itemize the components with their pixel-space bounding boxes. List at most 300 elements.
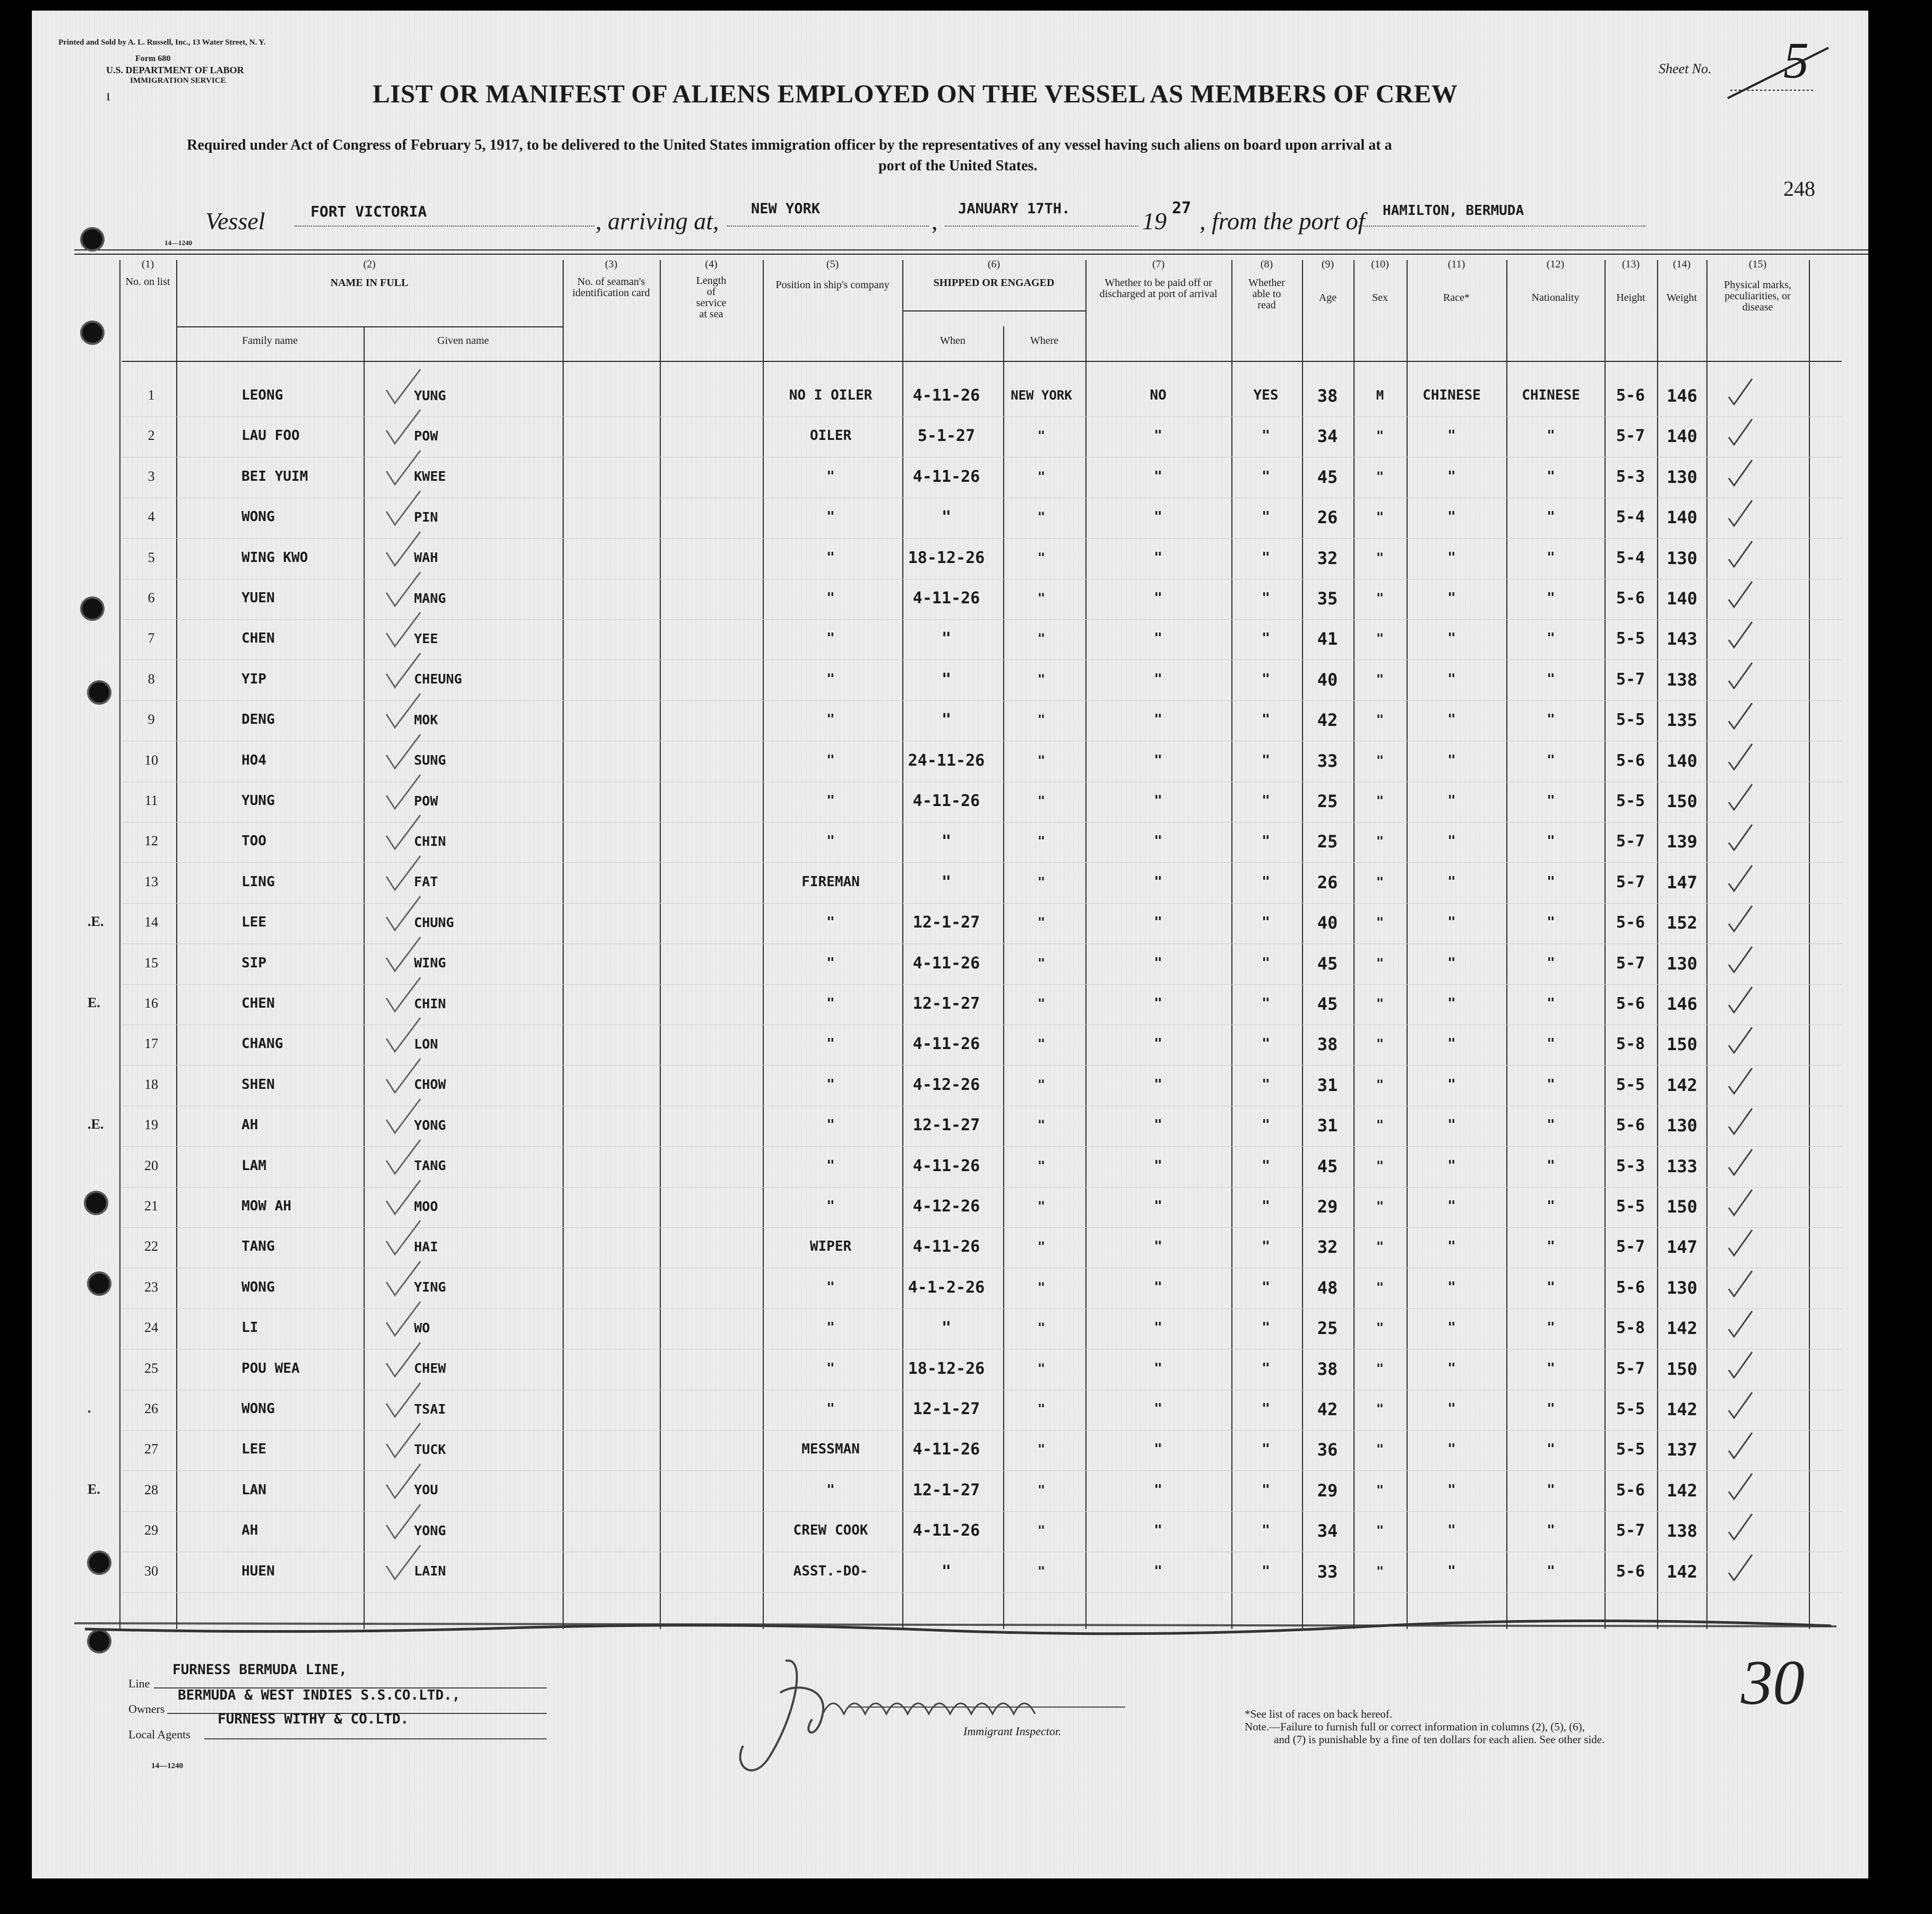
- able-to-read: ": [1262, 1279, 1270, 1295]
- check-mark-icon: [1722, 1020, 1765, 1062]
- age: 38: [1317, 386, 1338, 406]
- check-mark-icon: [1722, 1547, 1765, 1590]
- family-name: YUNG: [242, 793, 275, 809]
- race: ": [1447, 1117, 1456, 1133]
- height: 5-7: [1616, 427, 1645, 446]
- shipped-where: ": [1037, 428, 1046, 444]
- sex: ": [1376, 591, 1384, 605]
- able-to-read: YES: [1253, 387, 1279, 403]
- weight: 130: [1667, 548, 1697, 568]
- nationality: ": [1547, 1198, 1555, 1214]
- weight: 138: [1667, 1521, 1697, 1541]
- height: 5-6: [1616, 913, 1645, 932]
- family-name: YIP: [242, 671, 266, 687]
- vessel-label: Vessel: [205, 207, 265, 235]
- shipped-where: ": [1037, 996, 1046, 1011]
- race: CHINESE: [1422, 387, 1481, 403]
- nationality: ": [1547, 1482, 1555, 1498]
- position: ASST.-DO-: [793, 1563, 868, 1579]
- nationality: ": [1547, 468, 1555, 484]
- paid-off: ": [1154, 428, 1162, 444]
- punch-hole: [86, 1193, 106, 1213]
- given-name: YING: [414, 1279, 446, 1295]
- height: 5-8: [1616, 1319, 1645, 1338]
- check-mark-icon: [382, 1298, 425, 1341]
- shipped-when: 4-11-26: [912, 386, 980, 405]
- able-to-read: ": [1262, 752, 1270, 768]
- shipped-where: ": [1037, 1401, 1046, 1416]
- height: 5-6: [1616, 994, 1645, 1013]
- from-port-underline: [1359, 226, 1645, 227]
- position: ": [826, 1076, 835, 1093]
- row-rule: [122, 1511, 1842, 1512]
- nationality: ": [1547, 1320, 1555, 1336]
- race: ": [1447, 1198, 1456, 1214]
- race: ": [1447, 752, 1456, 768]
- weight: 147: [1667, 872, 1697, 893]
- height: 5-5: [1616, 792, 1645, 810]
- row-rule: [122, 903, 1842, 904]
- weight: 130: [1667, 466, 1697, 487]
- check-mark-icon: [382, 1461, 425, 1503]
- given-name: CHIN: [414, 833, 446, 849]
- given-name: MANG: [414, 590, 446, 606]
- manifest-title: LIST OR MANIFEST OF ALIENS EMPLOYED ON THE VESSEL AS MEMBERS OF CREW: [373, 79, 1458, 108]
- height: 5-5: [1616, 1075, 1645, 1094]
- comma-1: ,: [932, 207, 938, 235]
- nationality: CHINESE: [1522, 387, 1580, 403]
- form-number: Form 680: [135, 54, 171, 63]
- able-to-read: ": [1262, 671, 1270, 687]
- nationality: ": [1547, 995, 1555, 1011]
- check-mark-icon: [1722, 696, 1765, 738]
- age: 33: [1317, 750, 1338, 771]
- sex: ": [1376, 834, 1384, 849]
- weight: 142: [1667, 1318, 1697, 1339]
- family-name: CHANG: [242, 1036, 283, 1052]
- check-mark-icon: [382, 1542, 425, 1584]
- check-mark-icon: [382, 1137, 425, 1179]
- nationality: ": [1547, 752, 1555, 768]
- nationality: ": [1547, 1239, 1555, 1255]
- weight: 140: [1667, 426, 1697, 447]
- age: 38: [1317, 1358, 1338, 1379]
- row-number: 15: [144, 955, 158, 971]
- race: ": [1447, 630, 1456, 647]
- age: 34: [1317, 1521, 1338, 1541]
- sex: ": [1376, 712, 1384, 728]
- sex: ": [1376, 1442, 1384, 1457]
- vessel-underline: [295, 226, 594, 227]
- able-to-read: ": [1262, 1320, 1270, 1336]
- family-name: HO4: [242, 752, 266, 768]
- nationality: ": [1547, 1360, 1555, 1376]
- family-name: SHEN: [242, 1076, 275, 1093]
- nationality: ": [1547, 712, 1555, 728]
- check-mark-icon: [382, 406, 425, 449]
- family-name: AH: [242, 1522, 258, 1539]
- age: 31: [1317, 1075, 1338, 1095]
- height: 5-3: [1616, 1156, 1645, 1175]
- sex: ": [1376, 996, 1384, 1011]
- age: 42: [1317, 1399, 1338, 1419]
- given-name: CHIN: [414, 995, 446, 1011]
- position: ": [826, 833, 835, 850]
- race: ": [1447, 793, 1456, 809]
- position: ": [826, 914, 835, 931]
- check-mark-icon: [382, 731, 425, 774]
- position: ": [826, 712, 835, 728]
- check-mark-icon: [382, 609, 425, 652]
- weight: 150: [1667, 1034, 1697, 1055]
- race: ": [1447, 1563, 1456, 1579]
- age: 40: [1317, 913, 1338, 933]
- position: ": [826, 1279, 835, 1295]
- col5-header: (5) Position in ship's company: [775, 258, 890, 291]
- check-mark-icon: [382, 812, 425, 854]
- col12-header: (12) Nationality: [1531, 258, 1580, 304]
- owners-value: BERMUDA & WEST INDIES S.S.CO.LTD.,: [178, 1687, 461, 1703]
- age: 35: [1317, 588, 1338, 609]
- weight: 152: [1667, 913, 1697, 933]
- paid-off: ": [1154, 671, 1162, 687]
- race: ": [1447, 1320, 1456, 1336]
- family-name: MOW AH: [242, 1198, 291, 1214]
- row-number: 17: [144, 1036, 158, 1052]
- shipped-where: ": [1037, 1523, 1046, 1538]
- paid-off: ": [1154, 1239, 1162, 1255]
- col2-family-sub: Family name: [242, 335, 298, 347]
- from-port-label: , from the port of: [1200, 207, 1365, 235]
- age: 45: [1317, 1156, 1338, 1176]
- paid-off: ": [1154, 590, 1162, 606]
- shipped-when: 12-1-27: [912, 1116, 980, 1135]
- position: ": [826, 1157, 835, 1174]
- weight: 130: [1667, 1115, 1697, 1136]
- shipped-when: 4-11-26: [912, 589, 980, 608]
- margin-mark: .E.: [88, 1116, 104, 1132]
- weight: 140: [1667, 507, 1697, 528]
- race: ": [1447, 428, 1456, 444]
- shipped-when: 4-11-26: [912, 1440, 980, 1459]
- given-name: PIN: [414, 509, 438, 525]
- shipped-when: 5-1-27: [917, 427, 976, 446]
- paid-off: ": [1154, 1157, 1162, 1174]
- shipped-when: 18-12-26: [908, 1359, 985, 1378]
- height: 5-5: [1616, 1197, 1645, 1216]
- shipped-where: ": [1037, 509, 1046, 525]
- height: 5-7: [1616, 872, 1645, 891]
- sex: ": [1376, 793, 1384, 808]
- able-to-read: ": [1262, 1036, 1270, 1052]
- able-to-read: ": [1262, 1482, 1270, 1498]
- given-name: CHOW: [414, 1077, 446, 1093]
- check-mark-icon: [382, 974, 425, 1017]
- punch-hole: [82, 229, 102, 249]
- family-name: CHEN: [242, 995, 275, 1011]
- check-mark-icon: [382, 1339, 425, 1382]
- date-underline: [945, 226, 1138, 227]
- age: 29: [1317, 1197, 1338, 1217]
- sex: ": [1376, 955, 1384, 971]
- paid-off: ": [1154, 1117, 1162, 1133]
- paid-off: ": [1154, 712, 1162, 728]
- nationality: ": [1547, 428, 1555, 444]
- row-rule: [122, 1065, 1842, 1066]
- paid-off: ": [1154, 1441, 1162, 1458]
- height: 5-6: [1616, 751, 1645, 770]
- able-to-read: ": [1262, 1117, 1270, 1133]
- row-rule: [122, 1592, 1842, 1593]
- subtitle-line-1: Required under Act of Congress of February 5, 1917, to be delivered to the United States immigration officer by the representatives of any vessel having such aliens on board upon arrival at a: [187, 137, 1392, 153]
- shipped-when: 12-1-27: [912, 994, 980, 1013]
- check-mark-icon: [1722, 412, 1765, 454]
- able-to-read: ": [1262, 712, 1270, 728]
- height: 5-6: [1616, 386, 1645, 405]
- position: ": [826, 509, 835, 525]
- sex: ": [1376, 1077, 1384, 1092]
- check-mark-icon: [382, 488, 425, 530]
- age: 25: [1317, 1318, 1338, 1339]
- able-to-read: ": [1262, 1360, 1270, 1376]
- able-to-read: ": [1262, 1522, 1270, 1539]
- given-name: YEE: [414, 630, 438, 646]
- able-to-read: ": [1262, 1563, 1270, 1579]
- position: ": [826, 1036, 835, 1052]
- given-name: LAIN: [414, 1563, 446, 1579]
- shipped-where: ": [1037, 1118, 1046, 1133]
- able-to-read: ": [1262, 509, 1270, 525]
- height: 5-7: [1616, 670, 1645, 689]
- weight: 138: [1667, 669, 1697, 690]
- weight: 130: [1667, 1277, 1697, 1298]
- race: ": [1447, 1360, 1456, 1376]
- shipped-where: ": [1037, 955, 1046, 971]
- nationality: ": [1547, 793, 1555, 809]
- paid-off: ": [1154, 1198, 1162, 1214]
- shipped-where: ": [1037, 1320, 1046, 1336]
- age: 26: [1317, 507, 1338, 528]
- position: ": [826, 793, 835, 809]
- nationality: ": [1547, 509, 1555, 525]
- age: 45: [1317, 994, 1338, 1014]
- shipped-when: 4-11-26: [912, 1521, 980, 1540]
- given-name: SUNG: [414, 752, 446, 768]
- race: ": [1447, 955, 1456, 971]
- position: ": [826, 630, 835, 647]
- check-mark-icon: [382, 569, 425, 611]
- able-to-read: ": [1262, 914, 1270, 931]
- nationality: ": [1547, 1279, 1555, 1295]
- check-mark-icon: [382, 447, 425, 490]
- col4-header: (4) Length of service at sea: [696, 258, 727, 320]
- race: ": [1447, 712, 1456, 728]
- check-mark-icon: [382, 529, 425, 571]
- weight: 137: [1667, 1440, 1697, 1460]
- check-mark-icon: [1722, 1466, 1765, 1509]
- given-name: KWEE: [414, 469, 446, 484]
- weight: 142: [1667, 1561, 1697, 1582]
- arriving-port: NEW YORK: [751, 201, 821, 217]
- check-mark-icon: [1722, 534, 1765, 576]
- sheet-no-label: Sheet No.: [1659, 61, 1712, 76]
- margin-mark: .E.: [88, 914, 104, 930]
- col6-when-sub: When: [940, 335, 965, 347]
- paid-off: ": [1154, 1482, 1162, 1498]
- shipped-sub-divider: [1003, 326, 1004, 1629]
- given-name: YONG: [414, 1117, 446, 1133]
- position: ": [826, 1401, 835, 1417]
- check-mark-icon: [1722, 939, 1765, 982]
- age: 42: [1317, 710, 1338, 731]
- shipped-when: 4-11-26: [912, 792, 980, 810]
- sheet-no-value: 5: [1783, 32, 1809, 89]
- able-to-read: ": [1262, 1157, 1270, 1174]
- height: 5-5: [1616, 1440, 1645, 1459]
- race: ": [1447, 1076, 1456, 1093]
- weight: 142: [1667, 1399, 1697, 1419]
- race: ": [1447, 833, 1456, 850]
- row-number: 14: [144, 914, 158, 930]
- family-name: LEE: [242, 914, 266, 931]
- shipped-where: ": [1037, 1361, 1046, 1376]
- weight: 146: [1667, 994, 1697, 1014]
- height: 5-5: [1616, 1400, 1645, 1418]
- check-mark-icon: [1722, 1425, 1765, 1468]
- row-number: 23: [144, 1279, 158, 1295]
- shipped-where: ": [1037, 834, 1046, 849]
- paid-off: ": [1154, 630, 1162, 647]
- vessel-name: FORT VICTORIA: [310, 203, 427, 220]
- nationality: ": [1547, 1117, 1555, 1133]
- given-name: FAT: [414, 874, 438, 890]
- row-rule: [122, 862, 1842, 863]
- shipped-where: ": [1037, 591, 1046, 605]
- check-mark-icon: [382, 1501, 425, 1544]
- punch-hole: [82, 323, 102, 343]
- check-mark-icon: [1722, 817, 1765, 860]
- weight: 142: [1667, 1480, 1697, 1501]
- race: ": [1447, 1157, 1456, 1174]
- agents-label: Local Agents: [128, 1728, 191, 1741]
- check-mark-icon: [1722, 858, 1765, 900]
- col15-header: (15) Physical marks, peculiarities, or disease: [1724, 258, 1791, 313]
- sex: ": [1376, 550, 1384, 565]
- nationality: ": [1547, 590, 1555, 606]
- arriving-label: , arriving at,: [596, 207, 719, 235]
- col13-header: (13) Height: [1616, 258, 1645, 304]
- able-to-read: ": [1262, 995, 1270, 1011]
- position: ": [826, 1482, 835, 1498]
- shipped-when: 4-11-26: [912, 954, 980, 973]
- weight: 139: [1667, 832, 1697, 852]
- family-name: WONG: [242, 1401, 275, 1417]
- family-name: WONG: [242, 1279, 275, 1295]
- arrival-date: JANUARY 17TH.: [958, 201, 1071, 217]
- family-name: HUEN: [242, 1563, 275, 1579]
- weight: 147: [1667, 1237, 1697, 1258]
- height: 5-7: [1616, 1237, 1645, 1257]
- check-mark-icon: [1722, 1101, 1765, 1144]
- col14-header: (14) Weight: [1666, 258, 1697, 304]
- position: ": [826, 995, 835, 1011]
- shipped-where: ": [1037, 752, 1046, 768]
- row-number: 6: [148, 590, 155, 605]
- printer-line: Printed and Sold by A. L. Russell, Inc., 13 Water Street, N. Y.: [58, 38, 266, 47]
- shipped-where: ": [1037, 1158, 1046, 1173]
- able-to-read: ": [1262, 833, 1270, 850]
- sex: ": [1376, 1239, 1384, 1254]
- footer-note-1: *See list of races on back hereof.: [1245, 1708, 1393, 1720]
- row-number: 5: [148, 549, 155, 565]
- check-mark-icon: [382, 1420, 425, 1462]
- sex: M: [1376, 388, 1384, 403]
- age: 29: [1317, 1480, 1338, 1501]
- position: ": [826, 1320, 835, 1336]
- height: 5-6: [1616, 1116, 1645, 1135]
- family-name: LAU FOO: [242, 428, 300, 444]
- position: ": [826, 549, 835, 566]
- row-number: 19: [144, 1117, 158, 1133]
- position: MESSMAN: [801, 1441, 860, 1458]
- paid-off: ": [1154, 873, 1162, 890]
- row-number: 4: [148, 509, 155, 525]
- able-to-read: ": [1262, 549, 1270, 566]
- paid-off: ": [1154, 1563, 1162, 1579]
- race: ": [1447, 1279, 1456, 1295]
- given-name: LON: [414, 1036, 438, 1052]
- height: 5-4: [1616, 508, 1645, 527]
- sex: ": [1376, 1401, 1384, 1416]
- family-name: LAN: [242, 1482, 266, 1498]
- paid-off: ": [1154, 833, 1162, 850]
- check-mark-icon: [1722, 777, 1765, 819]
- row-number: 16: [144, 995, 158, 1011]
- shipped-when: 4-11-26: [912, 1156, 980, 1175]
- age: 34: [1317, 426, 1338, 447]
- paid-off: ": [1154, 468, 1162, 484]
- race: ": [1447, 671, 1456, 687]
- footer-note-2: Note.—Failure to furnish full or correct information in columns (2), (5), (6),: [1245, 1720, 1585, 1733]
- check-mark-icon: [1722, 1223, 1765, 1265]
- race: ": [1447, 549, 1456, 566]
- position: ": [826, 671, 835, 687]
- age: 26: [1317, 872, 1338, 893]
- check-mark-icon: [1722, 1345, 1765, 1387]
- service-name: IMMIGRATION SERVICE: [130, 76, 226, 85]
- shipped-where: ": [1037, 1279, 1046, 1295]
- nationality: ": [1547, 873, 1555, 890]
- weight: 146: [1667, 386, 1697, 406]
- check-mark-icon: [1722, 1061, 1765, 1103]
- col8-header: (8) Whether able to read: [1248, 258, 1285, 311]
- paid-off: ": [1154, 914, 1162, 931]
- able-to-read: ": [1262, 630, 1270, 647]
- col6-header: (6) SHIPPED OR ENGAGED: [933, 258, 1055, 289]
- weight: 133: [1667, 1156, 1697, 1176]
- height: 5-8: [1616, 1035, 1645, 1054]
- family-name: TOO: [242, 833, 266, 850]
- paid-off: ": [1154, 1036, 1162, 1052]
- shipped-where: ": [1037, 1482, 1046, 1497]
- height: 5-6: [1616, 1278, 1645, 1297]
- race: ": [1447, 873, 1456, 890]
- weight: 130: [1667, 953, 1697, 974]
- total-count: 30: [1741, 1647, 1805, 1718]
- position: NO I OILER: [789, 387, 873, 403]
- row-number: 3: [148, 468, 155, 484]
- age: 36: [1317, 1440, 1338, 1460]
